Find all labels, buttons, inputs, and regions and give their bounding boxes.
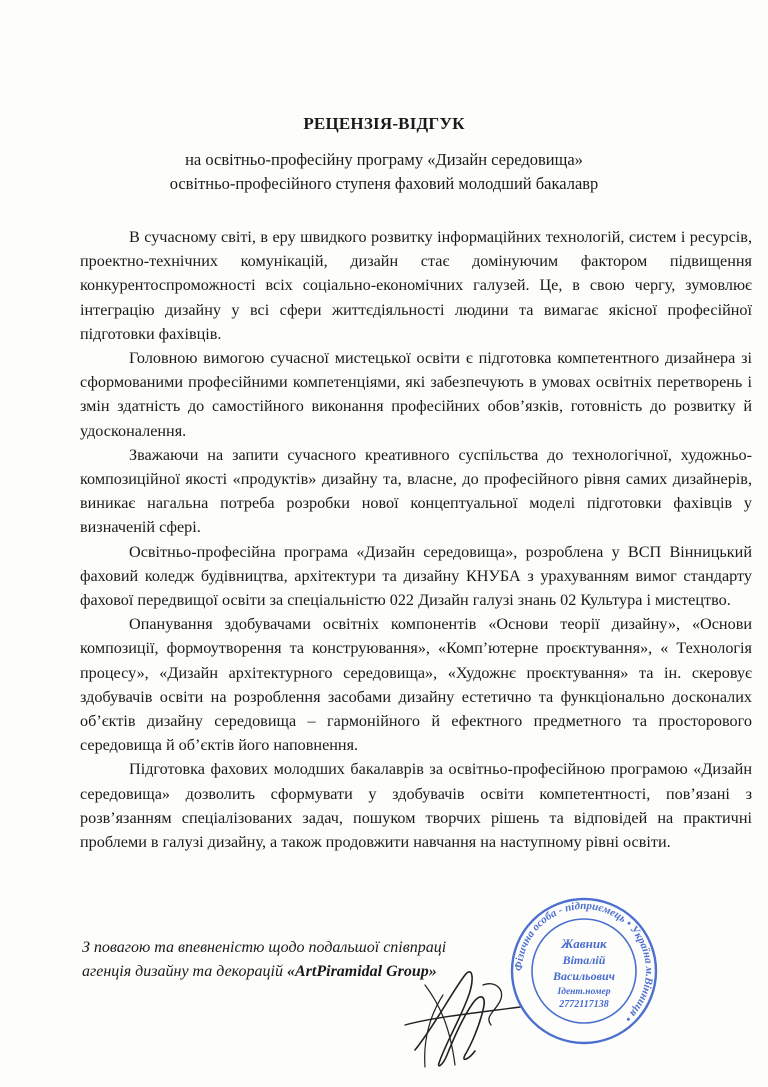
stamp-outer-text: Фізична особа - підприємець • Україна м.Вінниця • xyxy=(512,899,656,1025)
stamp-line-4: Ідент.номер xyxy=(557,987,611,997)
paragraph-1: В сучасному світі, в еру швидкого розвитку інформаційних технологій, систем і ресурсів, проектно-технічних комунікацій, дизайн стає домінуючим фактором підвищення конкурентоспроможності всіх соціально-економічних галузей. Це, в свою чергу, зумовлює інтеграцію дизайну у всі сфери життєдіяльності людини та вимагає якісної професійної підготовки фахівців. xyxy=(80,228,752,343)
seal-stamp-icon xyxy=(508,896,660,1046)
agency-brand-name: «ArtPiramidal Group» xyxy=(287,963,437,980)
closing-line-1: З повагою та впевненістю щодо подальшої співпраці xyxy=(82,939,447,956)
document-subtitle-line-1: на освітньо-професійну програму «Дизайн середовища» xyxy=(185,150,583,169)
stamp-line-2: Віталій xyxy=(562,953,606,967)
document-subtitle-line-2: освітньо-професійного ступеня фаховий молодший бакалавр xyxy=(169,174,599,193)
closing-line-2-prefix: агенція дизайну та декорацій xyxy=(82,963,287,980)
paragraph-5: Опанування здобувачами освітніх компонентів «Основи теорії дизайну», «Основи композиції, формоутворення та конструювання», «Комп’ютерне проєктування», « Технологія процесу», «Дизайн архітектурного середовища», «Художнє проєктування» та ін. скеровує здобувачів освіти на розроблення засобами дизайну естетично та функціонально досконалих об’єктів дизайну середовища – гармонійного й ефектного предметного та просторового середовища й об’єктів його наповнення. xyxy=(80,615,752,755)
stamp-line-3: Васильович xyxy=(553,969,615,983)
stamp-line-5: 2772117138 xyxy=(559,999,609,1010)
paragraph-4: Освітньо-професійна програма «Дизайн середовища», розроблена у ВСП Вінницький фаховий коледж будівництва, архітектури та дизайну КНУБА з урахуванням вимог стандарту фахової передвищої освіти за спеціальністю 022 Дизайн галузі знань 02 Культура і мистецтво. xyxy=(80,542,752,610)
paragraph-6: Підготовка фахових молодших бакалаврів за освітньо-професійною програмою «Дизайн середовища» дозволить сформувати у здобувачів освіти компетентності, пов’язані з розв’язанням спеціалізованих задач, пошуком творчих рішень та відповідей на практичні проблеми в галузі дизайну, а також продовжити навчання на наступному рівні освіти. xyxy=(80,760,752,852)
stamp-line-1: Жавник xyxy=(561,936,607,951)
paragraph-2: Головною вимогою сучасної мистецької освіти є підготовка компетентного дизайнера зі сформованими професійними компетенціями, які забезпечують в умовах освітніх перетворень і змін здатність до самостійного виконання професійних обов’язків, готовність до розвитку й удосконалення. xyxy=(80,349,752,440)
paragraph-3: Зважаючи на запити сучасного креативного суспільства до технологічної, художньо-композиційної якості «продуктів» дизайну та, власне, до професійного рівня самих дизайнерів, виникає нагальна потреба розробки нової концептуальної моделі підготовки фахівців у визначеній сфері. xyxy=(80,445,752,537)
document-title: РЕЦЕНЗІЯ-ВІДГУК xyxy=(303,114,465,133)
document-body xyxy=(80,225,752,854)
